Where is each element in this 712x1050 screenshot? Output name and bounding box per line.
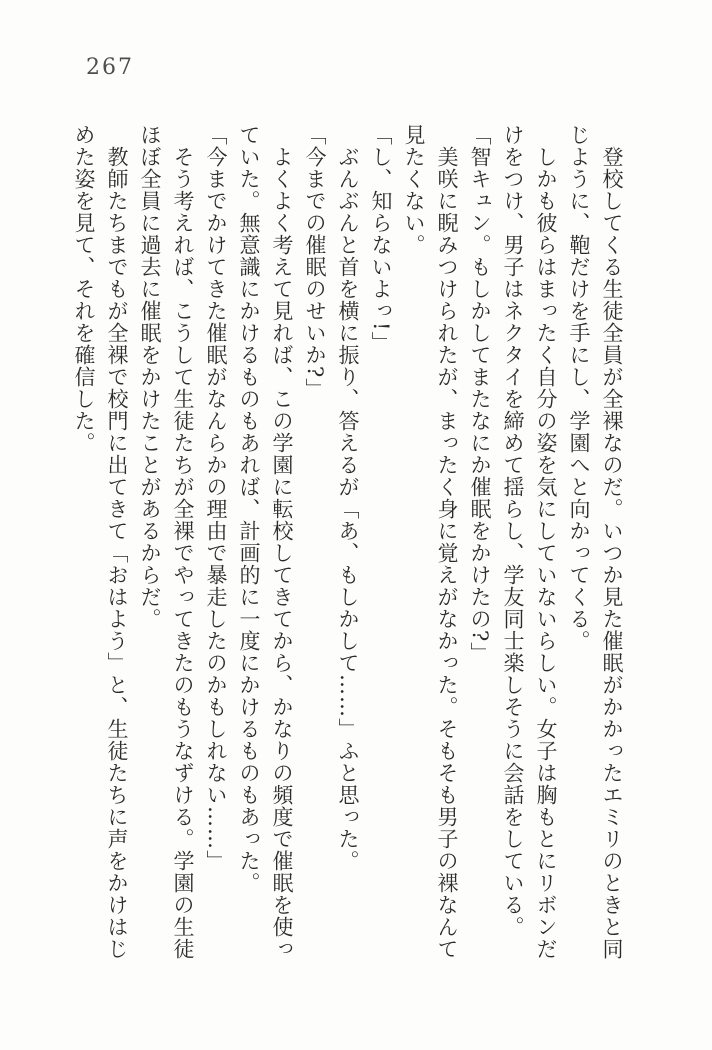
- text-line: 登校してくる生徒全員が全裸なのだ。いつか見た催眠がかかったエミリのときと同: [600, 146, 624, 960]
- text-line: 「今までの催眠のせいか?」: [303, 124, 327, 401]
- text-line: 「今までかけてきた催眠がなんらかの理由で暴走したのかもしれない……」: [204, 124, 228, 872]
- text-line: ほぼ全員に過去に催眠をかけたことがあるからだ。: [138, 124, 162, 630]
- text-line: 見たくない。: [402, 124, 426, 256]
- text-line: じように、鞄だけを手にし、学園へと向かってくる。: [567, 124, 591, 652]
- text-area: [67, 124, 628, 980]
- text-line: ていた。無意識にかけるものもあれば、計画的に一度にかけるものもあった。: [237, 124, 261, 894]
- text-line: ぶんぶんと首を横に振り、答えるが「あ、もしかして……」ふと思った。: [336, 146, 360, 872]
- text-line: 「し、知らないよっ!」: [369, 124, 393, 354]
- text-line: けをつけ、男子はネクタイを締めて揺らし、学友同士楽しそうに会話をしている。: [501, 124, 525, 938]
- text-line: しかも彼らはまったく自分の姿を気にしていないらしい。女子は胸もとにリボンだ: [534, 146, 558, 960]
- text-line: そう考えれば、こうして生徒たちが全裸でやってきたのもうなずける。学園の生徒: [171, 146, 195, 960]
- text-line: めた姿を見て、それを確信した。: [72, 124, 96, 454]
- text-line: 「智キュン。もしかしてまたなにか催眠をかけたの?」: [468, 124, 492, 665]
- page-number: 267: [86, 55, 134, 80]
- text-line: よくよく考えて見れば、この学園に転校してきてから、かなりの頻度で催眠を使っ: [270, 146, 294, 960]
- text-line: 教師たちまでもが全裸で校門に出てきて「おはよう」と、生徒たちに声をかけはじ: [105, 146, 129, 960]
- text-line: 美咲に睨みつけられたが、まったく身に覚えがなかった。そもそも男子の裸なんて: [435, 146, 459, 960]
